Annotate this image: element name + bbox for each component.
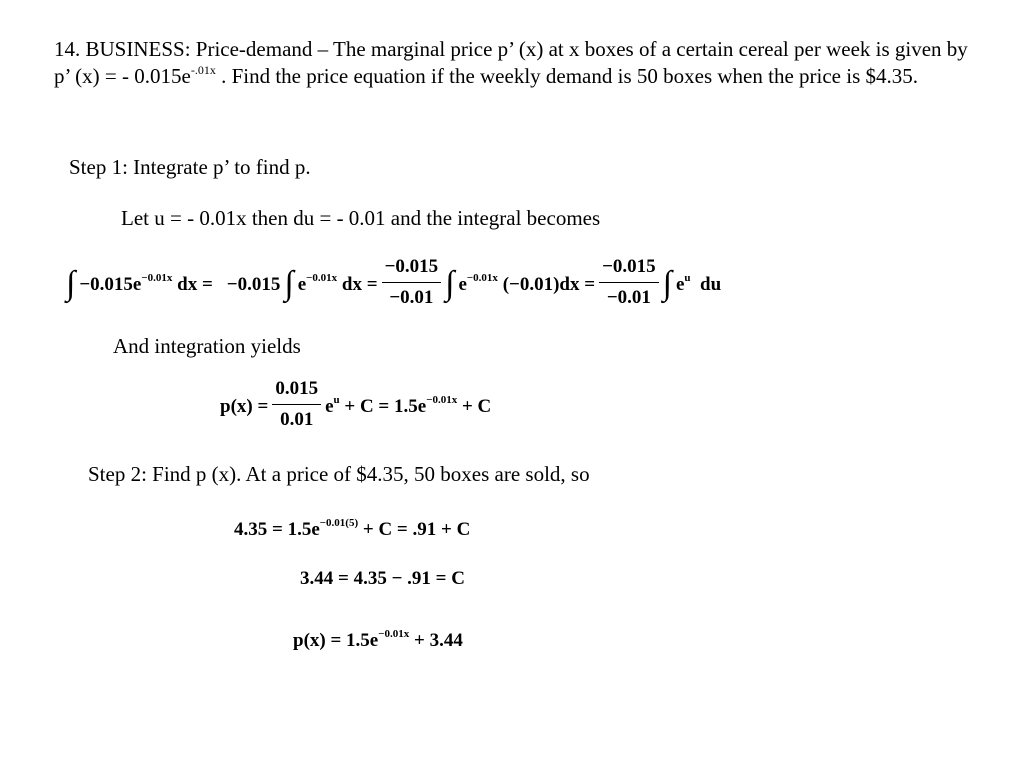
substitution-text: Let u = - 0.01x then du = - 0.01 and the integral becomes (121, 206, 601, 230)
final-equation: $p(x) = 1.5e^{-0.01x} + 3.44$ (293, 628, 463, 651)
problem-exponent: -.01x (190, 63, 216, 77)
integral-equation: ∫ $-0.015e^{-0.01x}$ dx = −0.015 ∫ $e^{-0.01x}$ dx = $\frac{-0.015}{-0.01}$ ∫ $e^{-0.01x}$ (−0.01)dx = $\frac{-0.015}{-0.01}$ ∫ $e^u$ du (66, 255, 722, 308)
p-equation-lhs: p(x) = (220, 395, 269, 417)
problem-text-part1: BUSINESS: Price-demand – The marginal price p’ (x) at x boxes of a certain cereal per week is given by p’ (x) = - 0.015e (54, 37, 968, 88)
fraction-2-numerator: −0.015 (599, 255, 659, 283)
term3: $e^{-0.01x}$ (−0.01)dx = (458, 271, 596, 295)
step1-heading: Step 1: Integrate p’ to find p. (69, 155, 311, 179)
step2-heading: Step 2: Find p (x). At a price of $4.35, 50 boxes are sold, so (88, 462, 590, 486)
term1: $-0.015e^{-0.01x}$ dx = (79, 271, 213, 295)
fraction-1-denominator: −0.01 (389, 286, 434, 308)
fraction-2-denominator: −0.01 (606, 286, 651, 308)
integration-text: And integration yields (113, 334, 301, 358)
p-fraction (272, 377, 321, 432)
fraction-2 (599, 255, 659, 310)
step2-equation-b: 3.44 = 4.35 − .91 = C (300, 568, 465, 589)
fraction-1-numerator: −0.015 (382, 255, 442, 283)
p-fraction-numerator: 0.015 (272, 377, 321, 405)
term2: −0.015 (226, 273, 281, 295)
problem-text-part2: . Find the price equation if the weekly demand is 50 boxes when the price is $4.35. (215, 64, 918, 88)
fraction-1 (382, 255, 442, 310)
problem-number: 14. (54, 37, 81, 61)
problem-statement (54, 36, 984, 90)
p-fraction-denominator: 0.01 (280, 408, 314, 430)
step2-equation-a: $4.35 = 1.5e^{-0.01(5)} + C = .91 + C$ (234, 517, 471, 540)
p-equation-rhs: $e^u + C = 1.5e^{-0.01x} + C$ (325, 393, 492, 417)
term2-exp: $e^{-0.01x}$ dx = (297, 271, 378, 295)
p-equation (220, 377, 492, 432)
term4: $e^u$ du (675, 271, 722, 295)
